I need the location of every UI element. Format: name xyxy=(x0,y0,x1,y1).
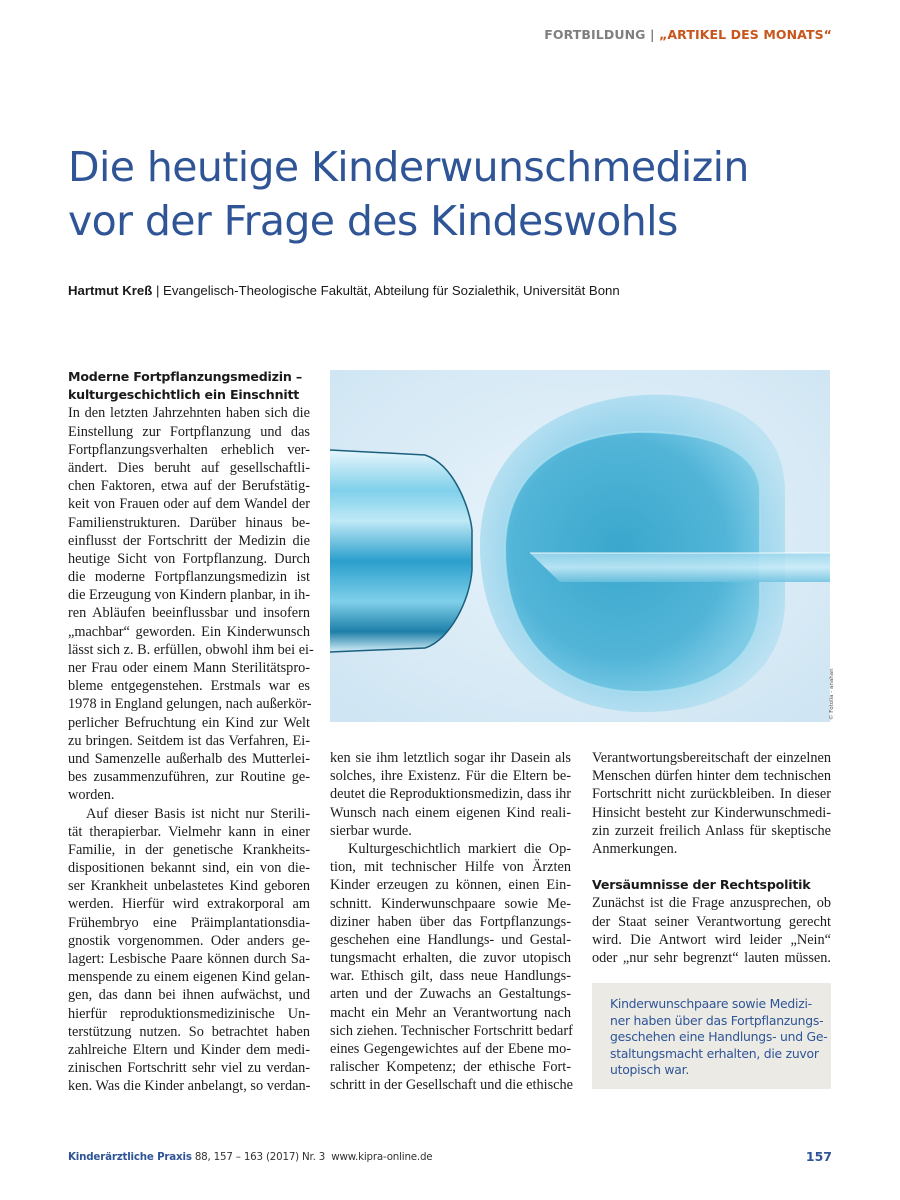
text-line: ken sie ihm letztlich sogar ihr Dasein als xyxy=(330,750,571,766)
text-line: tion, mit technischer Hilfe von Ärzten xyxy=(330,859,571,876)
text-line: Auf dieser Basis ist nicht nur Sterili- xyxy=(86,805,310,822)
author-name: Hartmut Kreß xyxy=(68,283,153,298)
text-line: gen, das dann bei ihnen aufwächst, und xyxy=(68,987,310,1004)
text-line: lässt sich z. B. erfüllen, obwohl ihm bei ei- xyxy=(68,641,314,658)
text-line: Kulturgeschichtlich markiert die Op- xyxy=(348,840,571,857)
pull-quote-line: ner haben über das Fortpflanzungs- xyxy=(610,1012,824,1028)
text-line: deutet die Reproduktionsmedizin, dass ihr xyxy=(330,786,572,803)
text-line: macht ein Mehr an Verantwortung nach xyxy=(330,1004,571,1021)
text-line: menspende zu einem eigenen Kind gelan- xyxy=(68,969,310,986)
article-figure xyxy=(330,370,830,722)
text-line: Menschen dürfen hinter dem technischen xyxy=(592,768,831,785)
section-kicker xyxy=(544,27,832,42)
paragraph xyxy=(592,749,831,858)
text-line: Fortpflanzungsverhalten erheblich ver- xyxy=(68,441,310,458)
text-line: hierfür reproduktionsmedizinische Un- xyxy=(68,1005,310,1022)
text-line: perlicher Befruchtung ein Kind zur Welt xyxy=(68,714,310,731)
text-line: der Staat seiner Verantwortung gerecht xyxy=(592,913,831,930)
text-line: Frühembryo eine Präimplantationsdia- xyxy=(68,914,310,931)
text-line: „machbar“ geworden. Ein Kinderwunsch xyxy=(68,623,310,640)
photo-credit: © Fotolia - anahan xyxy=(829,668,835,720)
paragraph xyxy=(592,894,831,967)
text-line: Anmerkungen. xyxy=(592,840,678,857)
text-line: solches, ihre Existenz. Für die Eltern be- xyxy=(330,768,571,785)
article-title xyxy=(68,140,749,248)
column-3 xyxy=(592,749,831,967)
text-line: einflusst der Fortschritt der Medizin die xyxy=(68,532,310,549)
section-separator: | xyxy=(649,27,655,42)
text-line: ken. Was die Kinder anbelangt, so verdan- xyxy=(68,1078,311,1095)
text-line: lagert: Lesbische Paare können durch Sa- xyxy=(68,951,310,968)
text-line: zinischen Fortschritt sehr viel zu verdan- xyxy=(68,1060,310,1077)
text-line: schnitt. Kinderwunschpaare sowie Me- xyxy=(330,895,571,912)
section-heading: Versäumnisse der Rechtspolitik xyxy=(592,877,811,893)
text-line: ändert. Dies beruht auf gesellschaftli- xyxy=(68,459,310,476)
text-line: terstützung nutzen. So betrachtet haben xyxy=(68,1023,310,1040)
text-line: Kinder erzeugen zu können, einen Ein- xyxy=(330,877,571,894)
injection-needle xyxy=(530,553,830,582)
text-line: Hinsicht besteht zur Kinderwunschmedi- xyxy=(592,804,831,821)
paragraph xyxy=(68,404,314,804)
text-line: und Samenzelle außerhalb des Mutterlei- xyxy=(68,750,310,767)
text-line: dispositionen bekannt sind, ein von die- xyxy=(68,860,310,877)
text-line: Einstellung zur Fortpflanzung und das xyxy=(68,423,310,440)
pull-quote xyxy=(592,983,831,1089)
text-line: geschehen eine Handlungs- und Gestal- xyxy=(330,931,571,948)
text-line: arten und der Zuwachs an Gestaltungs- xyxy=(330,986,571,1003)
text-line: 1978 in England gelungen, nach außerkör- xyxy=(68,696,312,713)
column-2 xyxy=(330,749,571,1095)
pull-quote-line: staltungsmacht erhalten, die zuvor xyxy=(610,1045,819,1061)
text-line: heutige Sicht von Fortpflanzung. Durch xyxy=(68,550,310,567)
pull-quote-line: utopisch war. xyxy=(610,1062,690,1078)
text-line: die Erzeugung von Kindern planbar, in ih- xyxy=(68,587,311,604)
text-line: zin zurzeit freilich Anlass für skeptische xyxy=(592,822,831,839)
text-line: eines Gegengewichtes auf der Ebene mo- xyxy=(330,1041,571,1057)
paragraph xyxy=(330,749,571,840)
spacer xyxy=(592,858,831,876)
text-line: sich ziehen. Technischer Fortschritt bedarf xyxy=(330,1022,573,1039)
text-line: ser Krankheit unbelastetes Kind geboren xyxy=(68,878,310,895)
text-line: zu bringen. Seitdem ist das Verfahren, Ei- xyxy=(68,732,310,749)
author-affiliation: | Evangelisch-Theologische Fakultät, Abteilung für Sozialethik, Universität Bonn xyxy=(155,283,620,298)
section-label: FORTBILDUNG xyxy=(544,27,646,42)
holding-pipette xyxy=(330,450,472,652)
text-line: Fortschritt nicht zurückbleiben. In dieser xyxy=(592,786,831,803)
text-line: die moderne Fortpflanzungsmedizin ist xyxy=(68,569,310,586)
text-line: ren Abläufen beeinflussbar und insofern xyxy=(68,605,310,622)
text-line: Familienstrukturen. Darüber hinaus be- xyxy=(68,514,310,531)
title-line: Die heutige Kinderwunschmedizin xyxy=(68,143,749,191)
text-line: schritt in der Gesellschaft und die ethische xyxy=(330,1077,573,1094)
text-line: keit von Frauen oder auf dem Wandel der xyxy=(68,496,310,513)
text-line: tät therapierbar. Vielmehr kann in einer xyxy=(68,823,310,840)
text-line: werden. Hierfür wird extrakorporal am xyxy=(68,896,310,913)
pull-quote-line: Kinderwunschpaare sowie Medizi- xyxy=(610,996,812,1011)
citation-details: 88, 157 – 163 (2017) Nr. 3 www.kipra-online.de xyxy=(191,1151,433,1163)
journal-name: Kinderärztliche Praxis xyxy=(68,1151,192,1163)
section-heading: kulturgeschichtlich ein Einschnitt xyxy=(68,387,300,403)
text-line: wird. Die Antwort wird leider „Nein“ xyxy=(592,931,831,948)
text-line: ralischer Kompetenz; der ethische Fort- xyxy=(330,1059,571,1076)
text-line: Wunsch nach einem eigenen Kind reali- xyxy=(330,804,571,821)
text-line: ner Frau oder einem Mann Sterilitätspro- xyxy=(68,660,310,677)
text-line: bes zusammenzuführen, zur Routine ge- xyxy=(68,769,310,786)
text-line: worden. xyxy=(68,787,115,804)
text-line: sierbar wurde. xyxy=(330,822,412,839)
text-line: gnostik vorgenommen. Oder anders ge- xyxy=(68,932,310,949)
text-line: diziner haben über das Fortpflanzungs- xyxy=(330,913,571,930)
text-line: tungsmacht erhalten, die zuvor utopisch xyxy=(330,950,571,967)
text-line: chen Faktoren, etwa auf der Berufstätig- xyxy=(68,478,310,495)
egg-cell-injection-illustration xyxy=(330,370,830,722)
pull-quote-line: geschehen eine Handlungs- und Ge- xyxy=(610,1029,828,1045)
column-1 xyxy=(68,368,314,1096)
text-line: oder „nur sehr begrenzt“ lauten müssen. xyxy=(592,949,831,966)
text-line: In den letzten Jahrzehnten haben sich die xyxy=(68,405,310,422)
page-number: 157 xyxy=(805,1149,832,1164)
section-heading: Moderne Fortpflanzungsmedizin – xyxy=(68,369,302,384)
text-line: Familie, in der genetische Krankheits- xyxy=(68,841,310,858)
paragraph xyxy=(330,840,571,1095)
paragraph xyxy=(68,805,310,1096)
title-line: vor der Frage des Kindeswohls xyxy=(68,197,678,245)
text-line: war. Ethisch gilt, dass neue Handlungs- xyxy=(330,968,571,985)
text-line: zahlreiche Eltern und Kinder dem medi- xyxy=(68,1041,310,1058)
author-line xyxy=(68,283,620,298)
footer-citation xyxy=(68,1151,432,1163)
text-line: Zunächst ist die Frage anzusprechen, ob xyxy=(592,895,831,912)
series-label: „ARTIKEL DES MONATS“ xyxy=(659,27,832,42)
text-line: bleme entgegenstehen. Erstmals war es xyxy=(68,678,310,695)
text-line: Verantwortungsbereitschaft der einzelnen xyxy=(592,750,831,766)
